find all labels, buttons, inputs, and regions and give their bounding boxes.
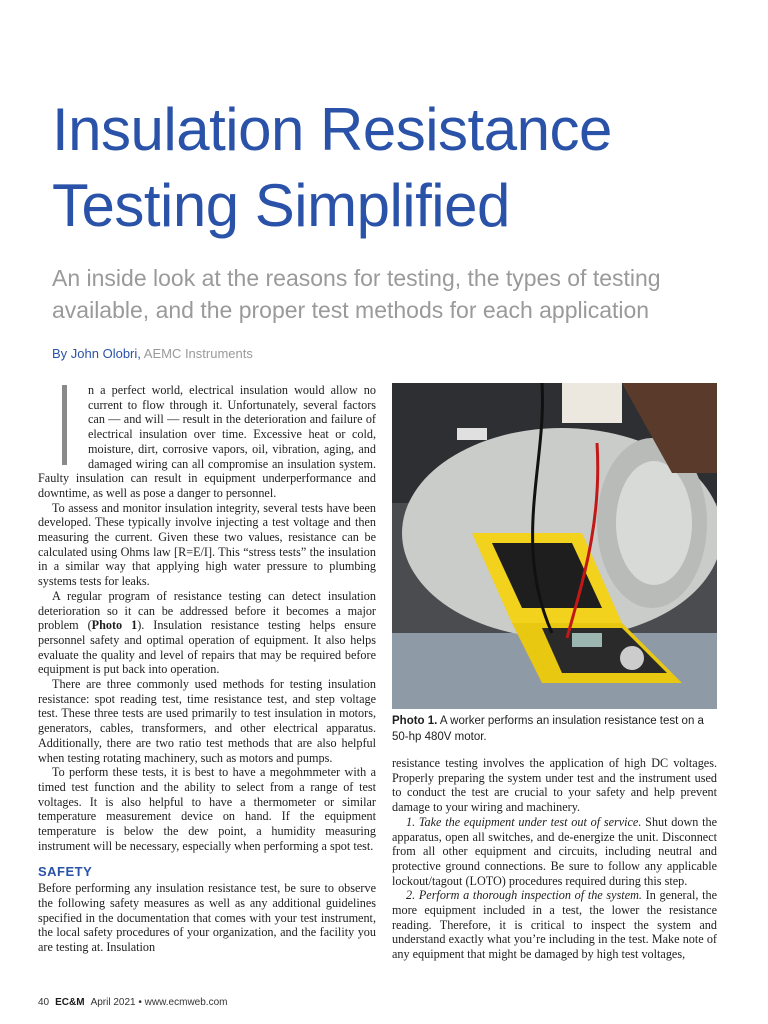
paragraph-equipment: To perform these tests, it is best to have a megohmmeter with a timed test function and the ability to select from a range of test voltages. It is also helpful to have a thermometer or similar temperature measurement device on hand. If the equipment temperature is below the dew point, a humidity measuring instrument will be necessary, especially when performing a spot test. [38, 765, 376, 853]
drop-cap [38, 383, 84, 467]
step-1-heading: 1. Take the equipment under test out of service. [406, 814, 642, 829]
paragraph-safety: Before performing any insulation resistance test, be sure to observe the following safety measures as well as any additional guidelines specified in the documentation that comes with your test instrument, the local safety procedures of your organization, and the facility you are testing at. Insulation [38, 881, 376, 955]
page-number: 40 [38, 997, 50, 1008]
article-deck-line-2: available, and the proper test methods for each application [52, 297, 650, 323]
byline-affiliation: AEMC Instruments [140, 346, 253, 361]
paragraph-step-2 [392, 888, 717, 962]
photo-motor-fan-guard [616, 461, 692, 585]
page-footer [38, 997, 227, 1008]
paragraph-intro: n a perfect world, electrical insulation would allow no current to flow through it. Unfortunately, several factors can — and will — result in the deterioration and failure of electrical insulation over time. Excessive heat or cold, moisture, dirt, corrosive vapors, oil, vibration, aging, and damaged wiring can all compromise an insulation system. Faulty insulation can result in equipment underperformance and downtime, as well as pose a danger to personnel. [38, 383, 376, 500]
footer-issue: April 2021 • www.ecmweb.com [90, 997, 228, 1008]
section-heading-safety: SAFETY [38, 863, 93, 879]
photo-caption-text: A worker performs an insulation resistance test on a 50-hp 480V motor. [392, 715, 704, 743]
photo-reference: Photo 1 [91, 618, 138, 633]
paragraph-methods: There are three commonly used methods for testing insulation resistance: spot reading test, time resistance test, and step voltage test. These three tests are used primarily to test insulation in motors, generators, cables, transformers, and other electrical apparatus. Additionally, there are two ratio test methods that are also helpful when testing rotating machinery, such as motors and pumps. [38, 677, 376, 765]
photo-illustration [392, 383, 717, 709]
byline-author: By John Olobri, [52, 346, 141, 361]
byline [52, 346, 253, 361]
drop-cap-bar [62, 385, 67, 465]
article-title-line-2: Testing Simplified [52, 172, 510, 239]
paragraph-program [38, 589, 376, 677]
paragraph-continued: resistance testing involves the application of high DC voltages. Properly preparing the system under test and the instrument used to conduct the test are crucial to your safety and help prevent damage to your wiring and machinery. [392, 756, 717, 815]
paragraph-assess: To assess and monitor insulation integrity, several tests have been developed. These typically involve injecting a test voltage and then measuring the current. Given these two values, resistance can be calculated using Ohms law [R=E/I]. This “stress tests” the insulation in a similar way that applying high water pressure to plumbing systems tests for leaks. [38, 500, 376, 589]
right-column [392, 756, 717, 962]
article-deck-line-1: An inside look at the reasons for testing, the types of testing [52, 265, 661, 291]
photo-instrument-dial [620, 646, 644, 670]
photo-glove [562, 383, 622, 423]
paragraph-step-1 [392, 815, 717, 889]
photo-caption-label: Photo 1. [392, 715, 438, 727]
article-deck [52, 262, 742, 326]
footer-brand: EC&M [55, 997, 85, 1008]
photo-caption [392, 713, 722, 745]
photo-instrument-display [572, 633, 602, 647]
article-title-line-1: Insulation Resistance [52, 96, 612, 163]
paragraph-program-start: A regular program of resistance testing can detect insulation deterioration so it can be addressed before it becomes a major problem ( [38, 588, 376, 633]
photo-motor-test [392, 383, 717, 709]
article-title [52, 92, 752, 244]
step-2-text: In general, the more equipment included in a test, the lower the resistance reading. Therefore, it is critical to inspect the system and understand exactly what you’re including in the test. Make note of any equipment that might be damaged by high test voltages, [392, 888, 717, 962]
step-1-text: Shut down the apparatus, open all switches, and de-energize the unit. Disconnect from all other equipment and circuits, including neutral and protective ground connections. Be sure to follow any applicable lockout/tagout (LOTO) procedures required during this step. [392, 814, 718, 888]
paragraph-program-end: ). Insulation resistance testing helps ensure personnel safety and optimal operation of equipment. It also helps evaluate the quality and level of repairs that may be required before equipment is put back into operation. [38, 618, 376, 677]
step-2-heading: 2. Perform a thorough inspection of the system. [406, 888, 642, 903]
photo-nameplate [457, 428, 487, 440]
left-column [38, 383, 376, 955]
